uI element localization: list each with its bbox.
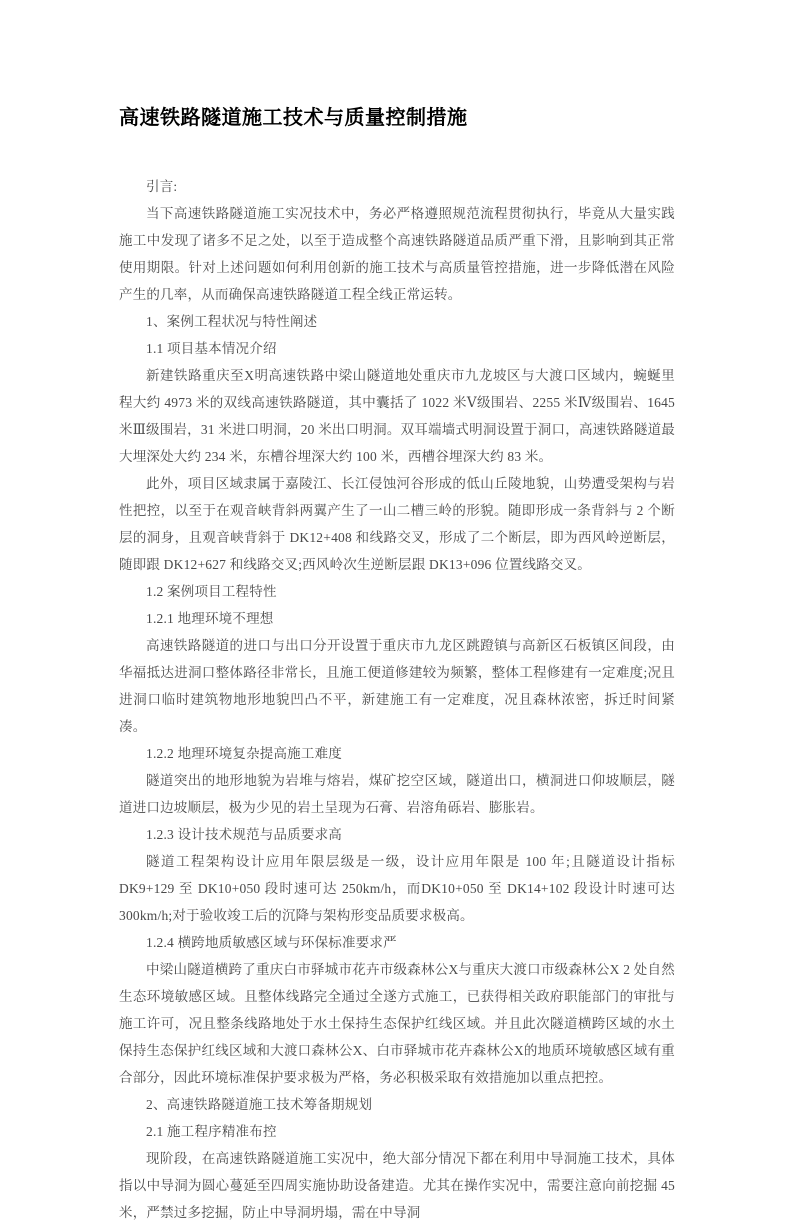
intro-label: 引言: — [146, 179, 178, 194]
document-body — [119, 173, 675, 1226]
document-title: 高速铁路隧道施工技术与质量控制措施 — [119, 107, 468, 129]
section-heading: 1.1 项目基本情况介绍 — [146, 341, 277, 356]
section-heading: 1、案例工程状况与特性阐述 — [146, 314, 318, 329]
section-heading: 1.2.2 地理环境复杂提高施工难度 — [146, 746, 342, 761]
body-paragraph: 中梁山隧道横跨了重庆白市驿城市花卉市级森林公X与重庆大渡口市级森林公X 2 处自然生态环境敏感区域。且整体线路完全通过全遂方式施工，已获得相关政府职能部门的审批与施工许可，况且整条线路地处于水土保持生态保护红线区域。并且此次隧道横跨区域的水土保持生态保护红线区域和大渡口森林公X、白市驿城市花卉森林公X的地质环境敏感区域有重合部分，因此环境标准保护要求极为严格，务必积极采取有效措施加以重点把控。 — [119, 962, 675, 1085]
body-paragraph: 此外，项目区域隶属于嘉陵江、长江侵蚀河谷形成的低山丘陵地貌，山势遭受架构与岩性把控，以至于在观音峡背斜两翼产生了一山二槽三岭的形貌。随即形成一条背斜与 2 个断层的洞身，且观音峡背斜于 DK12+408 和线路交叉，形成了二个断层，即为西风岭逆断层，随即跟 DK12+627 和线路交叉;西风岭次生逆断层跟 DK13+096 位置线路交叉。 — [119, 476, 675, 572]
body-paragraph: 高速铁路隧道的进口与出口分开设置于重庆市九龙区跳蹬镇与高新区石板镇区间段，由华福抵达进洞口整体路径非常长，且施工便道修建较为频繁，整体工程修建有一定难度;况且进洞口临时建筑物地形地貌凹凸不平，新建施工有一定难度，况且森林浓密，拆迁时间紧凑。 — [119, 638, 675, 734]
section-heading: 2、高速铁路隧道施工技术筹备期规划 — [146, 1097, 373, 1112]
section-heading: 2.1 施工程序精准布控 — [146, 1124, 277, 1139]
section-heading: 1.2.1 地理环境不理想 — [146, 611, 274, 626]
section-heading: 1.2.4 横跨地质敏感区域与环保标准要求严 — [146, 935, 397, 950]
section-heading: 1.2 案例项目工程特性 — [146, 584, 277, 599]
body-paragraph: 当下高速铁路隧道施工实况技术中，务必严格遵照规范流程贯彻执行，毕竟从大量实践施工中发现了诸多不足之处，以至于造成整个高速铁路隧道品质严重下滑，且影响到其正常使用期限。针对上述问题如何利用创新的施工技术与高质量管控措施，进一步降低潜在风险产生的几率，从而确保高速铁路隧道工程全线正常运转。 — [119, 206, 675, 302]
body-paragraph: 新建铁路重庆至X明高速铁路中梁山隧道地处重庆市九龙坡区与大渡口区域内，蜿蜒里程大约 4973 米的双线高速铁路隧道，其中囊括了 1022 米Ⅴ级围岩、2255 米Ⅳ级围岩、1645 米Ⅲ级围岩，31 米进口明洞，20 米出口明洞。双耳端墙式明洞设置于洞口，高速铁路隧道最大埋深处大约 234 米，东槽谷埋深大约 100 米，西槽谷埋深大约 83 米。 — [119, 368, 675, 464]
body-paragraph: 现阶段，在高速铁路隧道施工实况中，绝大部分情况下都在利用中导洞施工技术，具体指以中导洞为圆心蔓延至四周实施协助设备建造。尤其在操作实况中，需要注意向前挖掘 45 米，严禁过多挖掘，防止中导洞坍塌，需在中导洞 — [119, 1151, 675, 1220]
body-paragraph: 隧道突出的地形地貌为岩堆与熔岩，煤矿挖空区域，隧道出口，横洞进口仰坡顺层，隧道进口边坡顺层，极为少见的岩土呈现为石膏、岩溶角砾岩、膨胀岩。 — [119, 773, 675, 815]
body-paragraph: 隧道工程架构设计应用年限层级是一级，设计应用年限是 100 年;且隧道设计指标 DK9+129 至 DK10+050 段时速可达 250km/h，而DK10+050 至 DK14+102 段设计时速可达 300km/h;对于验收竣工后的沉降与架构形变品质要求极高。 — [119, 854, 675, 923]
section-heading: 1.2.3 设计技术规范与品质要求高 — [146, 827, 342, 842]
